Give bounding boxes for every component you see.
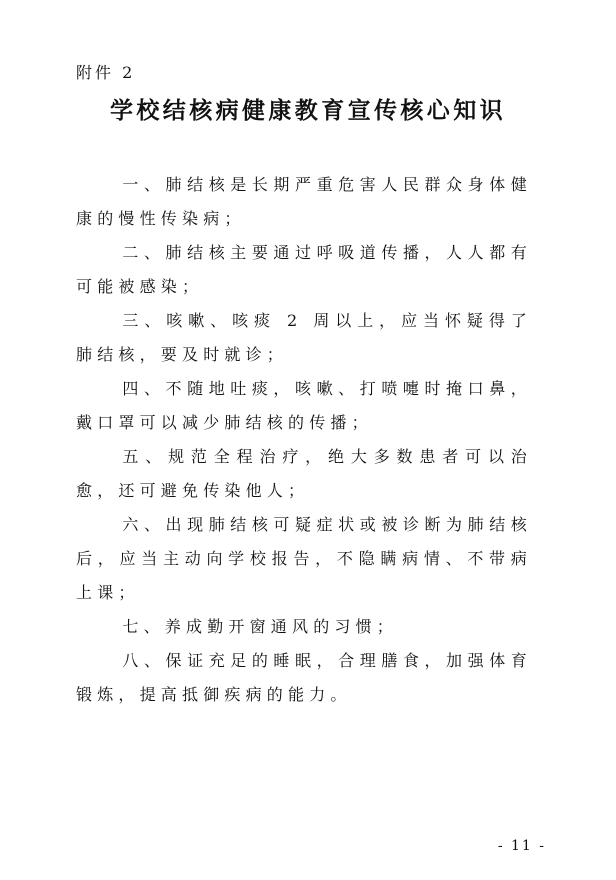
page-number: - 11 - [497, 838, 546, 854]
paragraph-8: 八、保证充足的睡眠，合理膳食，加强体育锻炼，提高抵御疾病的能力。 [76, 651, 532, 704]
paragraph-4: 四、不随地吐痰，咳嗽、打喷嚏时掩口鼻，戴口罩可以减少肺结核的传播； [76, 379, 532, 432]
paragraph-5: 五、规范全程治疗，绝大多数患者可以治愈，还可避免传染他人； [76, 447, 532, 500]
paragraph-2: 二、肺结核主要通过呼吸道传播，人人都有可能被感染； [76, 243, 532, 296]
document-title: 学校结核病健康教育宣传核心知识 [110, 97, 506, 124]
attachment-label: 附件 2 [76, 63, 136, 82]
document-body [76, 168, 532, 712]
paragraph-6: 六、出现肺结核可疑症状或被诊断为肺结核后，应当主动向学校报告，不隐瞒病情、不带病上课； [76, 515, 532, 602]
paragraph-3: 三、咳嗽、咳痰 2 周以上，应当怀疑得了肺结核，要及时就诊； [76, 311, 532, 364]
paragraph-1: 一、肺结核是长期严重危害人民群众身体健康的慢性传染病； [76, 175, 532, 228]
paragraph-7: 七、养成勤开窗通风的习惯； [122, 617, 398, 636]
